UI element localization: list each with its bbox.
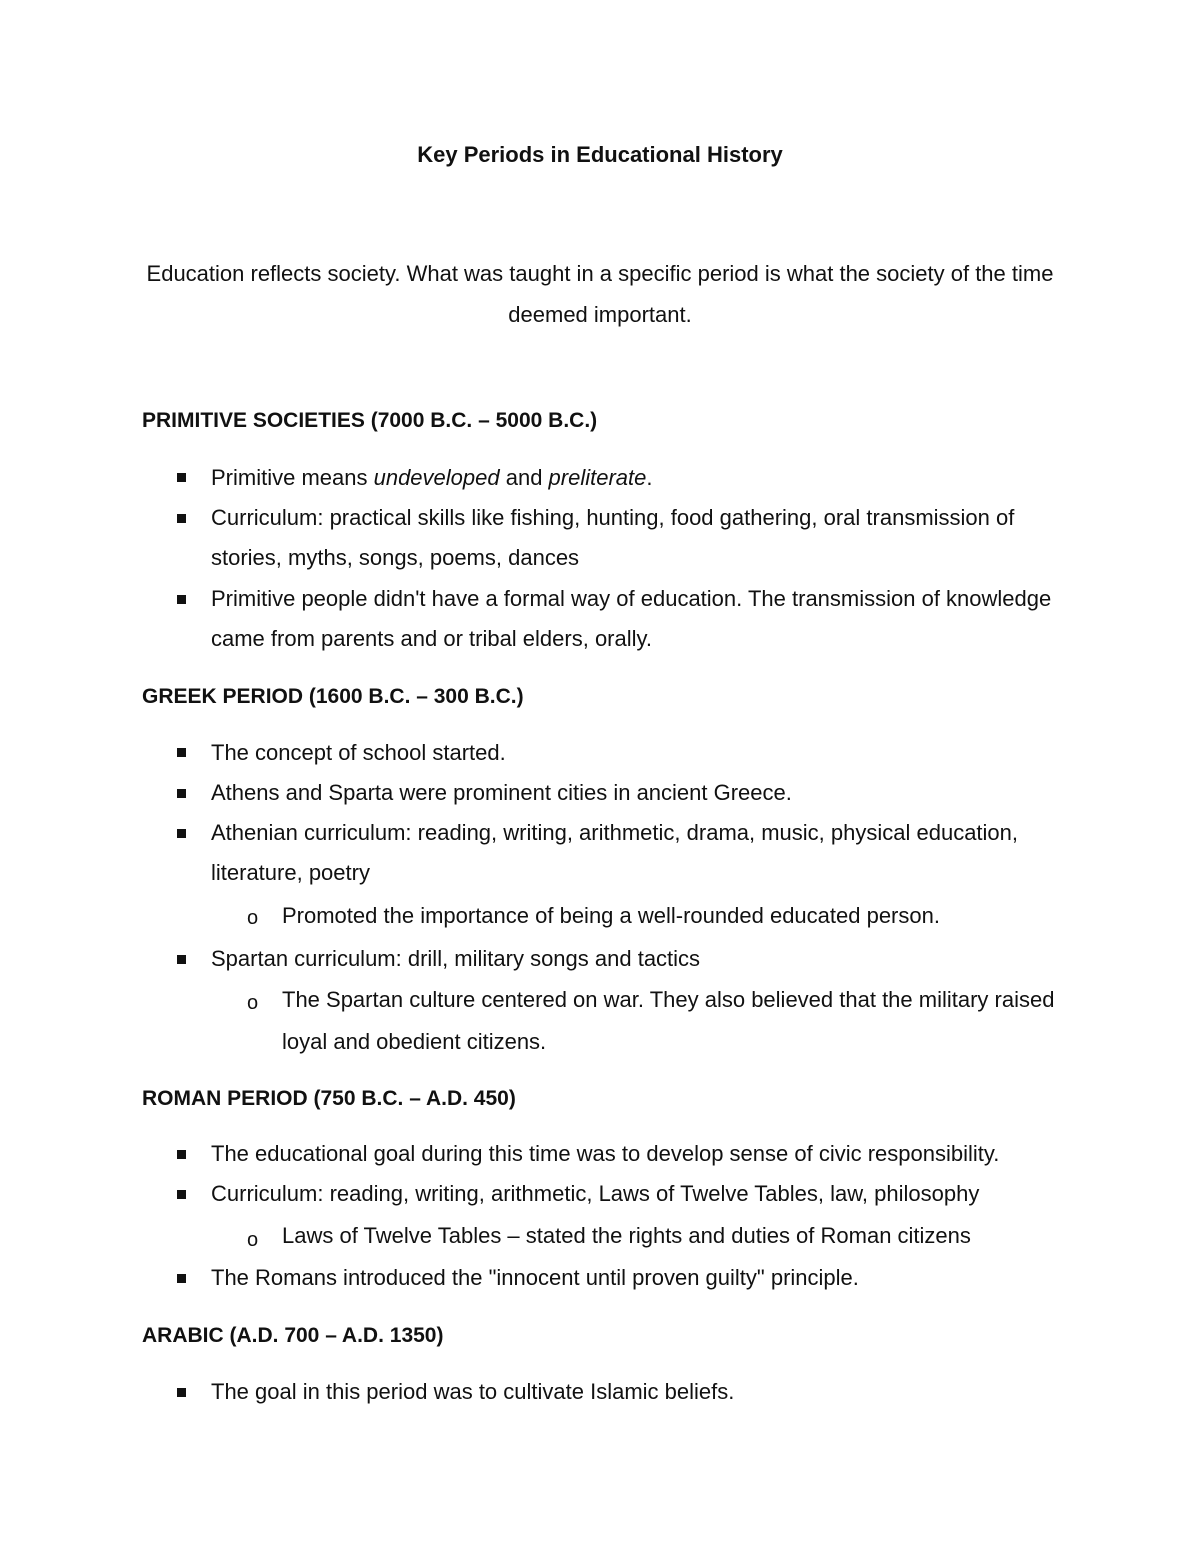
square-bullet-icon — [177, 1190, 186, 1199]
circle-bullet-icon: o — [247, 992, 259, 1014]
intro-paragraph: Education reflects society. What was taught in a specific period is what the society of the time deemed important. — [146, 261, 1054, 327]
sub-list-item: The Spartan culture centered on war. They also believed that the military raised loyal and obedient citizens. — [282, 987, 1055, 1054]
circle-bullet-icon: o — [247, 907, 259, 929]
square-bullet-icon — [177, 829, 186, 838]
page-title: Key Periods in Educational History — [417, 142, 783, 167]
list-item: The Romans introduced the "innocent until proven guilty" principle. — [211, 1265, 859, 1290]
square-bullet-icon — [177, 955, 186, 964]
square-bullet-icon — [177, 514, 186, 523]
list-item: The concept of school started. — [211, 740, 506, 765]
square-bullet-icon — [177, 473, 186, 482]
list-item: Athenian curriculum: reading, writing, arithmetic, drama, music, physical education, literature, poetry — [211, 820, 1019, 885]
list-item: Primitive people didn't have a formal way of education. The transmission of knowledge came from parents and or tribal elders, orally. — [211, 586, 1052, 651]
list-item: The goal in this period was to cultivate Islamic beliefs. — [211, 1379, 735, 1404]
square-bullet-icon — [177, 789, 186, 798]
square-bullet-icon — [177, 1388, 186, 1397]
square-bullet-icon — [177, 1274, 186, 1283]
list-item: Spartan curriculum: drill, military songs and tactics — [211, 946, 701, 971]
section-heading-primitive: PRIMITIVE SOCIETIES (7000 B.C. – 5000 B.C.) — [142, 409, 598, 432]
section-heading-greek: GREEK PERIOD (1600 B.C. – 300 B.C.) — [142, 685, 524, 708]
sub-list-item: Laws of Twelve Tables – stated the rights and duties of Roman citizens — [282, 1223, 971, 1248]
list-item: Curriculum: reading, writing, arithmetic, Laws of Twelve Tables, law, philosophy — [211, 1181, 980, 1206]
sub-list-item: Promoted the importance of being a well-rounded educated person. — [282, 903, 940, 928]
section-heading-roman: ROMAN PERIOD (750 B.C. – A.D. 450) — [142, 1087, 516, 1110]
list-item: Primitive means undeveloped and preliterate. — [211, 465, 653, 490]
section-heading-arabic: ARABIC (A.D. 700 – A.D. 1350) — [142, 1324, 444, 1347]
square-bullet-icon — [177, 595, 186, 604]
square-bullet-icon — [177, 748, 186, 757]
square-bullet-icon — [177, 1150, 186, 1159]
circle-bullet-icon: o — [247, 1229, 259, 1251]
list-item: The educational goal during this time was to develop sense of civic responsibility. — [211, 1141, 1000, 1166]
list-item: Curriculum: practical skills like fishing, hunting, food gathering, oral transmission of stories, myths, songs, poems, dances — [211, 505, 1015, 570]
list-item: Athens and Sparta were prominent cities in ancient Greece. — [211, 780, 792, 805]
